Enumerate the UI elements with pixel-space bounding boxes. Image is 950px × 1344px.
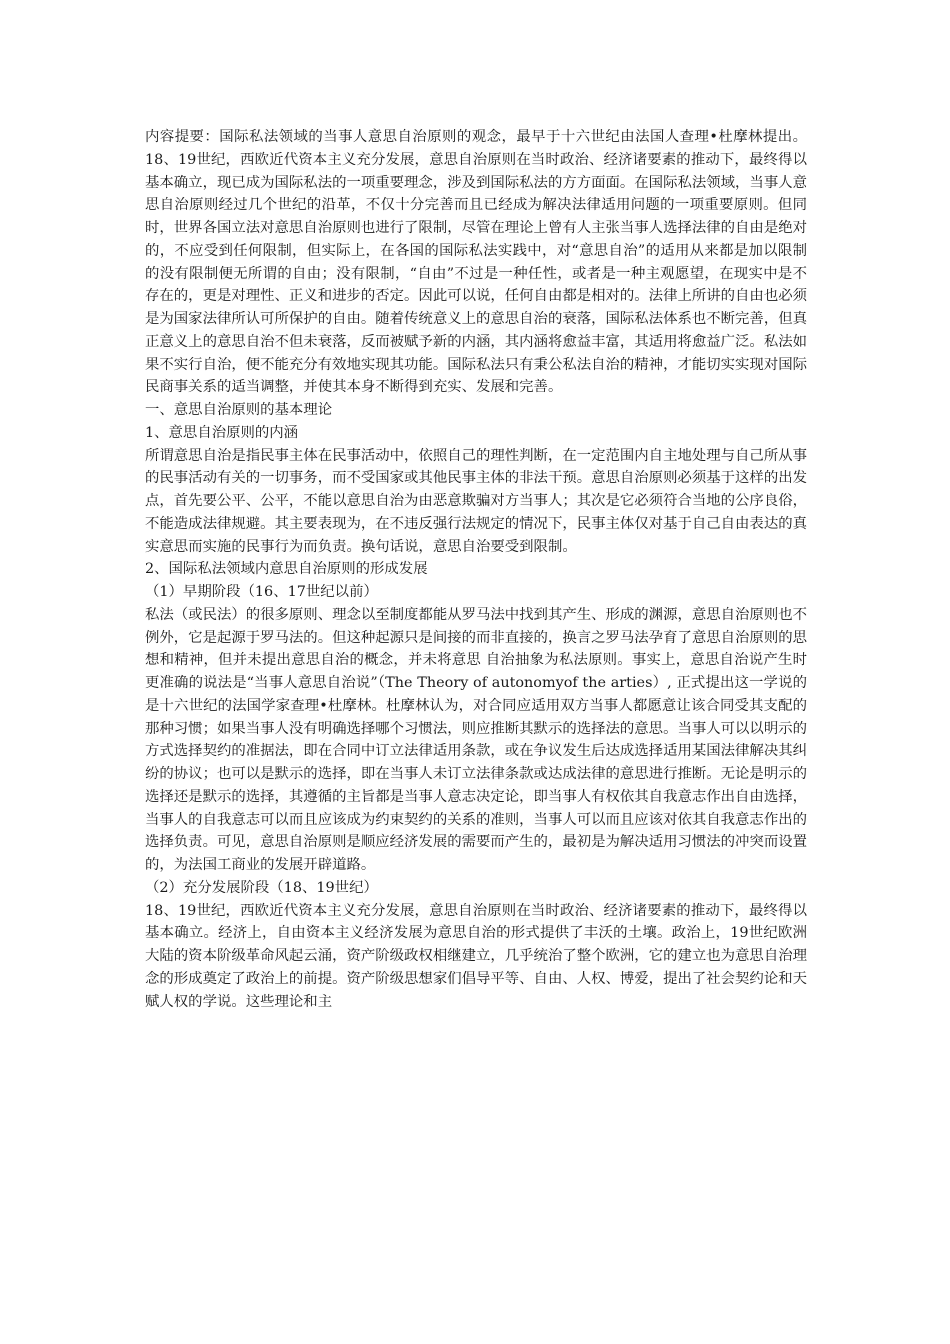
- document-body: [145, 126, 807, 1013]
- abstract-paragraph: 内容提要：国际私法领域的当事人意思自治原则的观念，最早于十六世纪由法国人查理•杜摩林提出。18、19世纪，西欧近代资本主义充分发展，意思自治原则在当时政治、经济诸要素的推动下，最终得以基本确立，现已成为国际私法的一项重要理念，涉及到国际私法的方方面面。在国际私法领域，当事人意思自治原则经过几个世纪的沿革，不仅十分完善而且已经成为解决法律适用问题的一项重要原则。但同时，世界各国立法对意思自治原则也进行了限制，尽管在理论上曾有人主张当事人选择法律的自由是绝对的，不应受到任何限制，但实际上，在各国的国际私法实践中，对“意思自治”的适用从来都是加以限制的没有限制便无所谓的自由；没有限制，“自由”不过是一种任性，或者是一种主观愿望，在现实中是不存在的，更是对理性、正义和进步的否定。因此可以说，任何自由都是相对的。法律上所讲的自由也必须是为国家法律所认可所保护的自由。随着传统意义上的意思自治的衰落，国际私法体系也不断完善，但真正意义上的意思自治不但未衰落，反而被赋予新的内涵，其内涵将愈益丰富，其适用将愈益广泛。私法如果不实行自治，便不能充分有效地实现其功能。国际私法只有秉公私法自治的精神，才能切实实现对国际民商事关系的适当调整，并使其本身不断得到充实、发展和完善。: [145, 129, 807, 396]
- body-paragraph: 所谓意思自治是指民事主体在民事活动中，依照自己的理性判断，在一定范围内自主地处理与自己所从事的民事活动有关的一切事务，而不受国家或其他民事主体的非法干预。意思自治原则必须基于这样的出发点，首先要公平、公平，不能以意思自治为由恶意欺骗对方当事人；其次是它必须符合当地的公序良俗，不能造成法律规避。其主要表现为，在不违反强行法规定的情况下，民事主体仅对基于自己自由表达的真实意思而实施的民事行为而负责。换句话说，意思自治要受到限制。: [145, 447, 807, 555]
- body-paragraph: 18、19世纪，西欧近代资本主义充分发展，意思自治原则在当时政治、经济诸要素的推动下，最终得以基本确立。经济上，自由资本主义经济发展为意思自治的形式提供了丰沃的土壤。政治上，19世纪欧洲大陆的资本阶级革命风起云涌，资产阶级政权相继建立，几乎统治了整个欧洲，它的建立也为意思自治理念的形成奠定了政治上的前提。资产阶级思想家们倡导平等、自由、人权、博爱，提出了社会契约论和天赋人权的学说。这些理论和主: [145, 902, 807, 1010]
- stage-heading: （1）早期阶段（16、17世纪以前）: [145, 584, 378, 600]
- section-heading: 一、意思自治原则的基本理论: [145, 402, 333, 418]
- body-paragraph: 私法（或民法）的很多原则、理念以至制度都能从罗马法中找到其产生、形成的渊源，意思自治原则也不例外，它是起源于罗马法的。但这种起源只是间接的而非直接的，换言之罗马法孕育了意思自治原则的思想和精神，但并未提出意思自治的概念，并未将意思 自治抽象为私法原则。事实上，意思自治说产生时更准确的说法是“当事人意思自治说”（The Theory of autonomyof the arties）, 正式提出这一学说的是十六世纪的法国学家查理•杜摩林。杜摩林认为，对合同应适用双方当事人都愿意让该合同受其支配的那种习惯；如果当事人没有明确选择哪个习惯法，则应推断其默示的选择法的意思。当事人可以以明示的方式选择契约的准据法，即在合同中订立法律适用条款，或在争议发生后达成选择适用某国法律解决其纠纷的协议；也可以是默示的选择，即在当事人未订立法律条款或达成法律的意思进行推断。无论是明示的选择还是默示的选择，其遵循的主旨都是当事人意志决定论，即当事人有权依其自我意志作出自由选择，当事人的自我意志可以而且应该成为约束契约的关系的准则，当事人可以而且应该对依其自我意志作出的选择负责。可见，意思自治原则是顺应经济发展的需要而产生的，最初是为解决适用习惯法的冲突而设置的，为法国工商业的发展开辟道路。: [145, 606, 807, 873]
- subsection-heading: 2、国际私法领域内意思自治原则的形成发展: [145, 561, 428, 578]
- subsection-heading: 1、意思自治原则的内涵: [145, 424, 299, 441]
- stage-heading: （2）充分发展阶段（18、19世纪）: [145, 879, 378, 896]
